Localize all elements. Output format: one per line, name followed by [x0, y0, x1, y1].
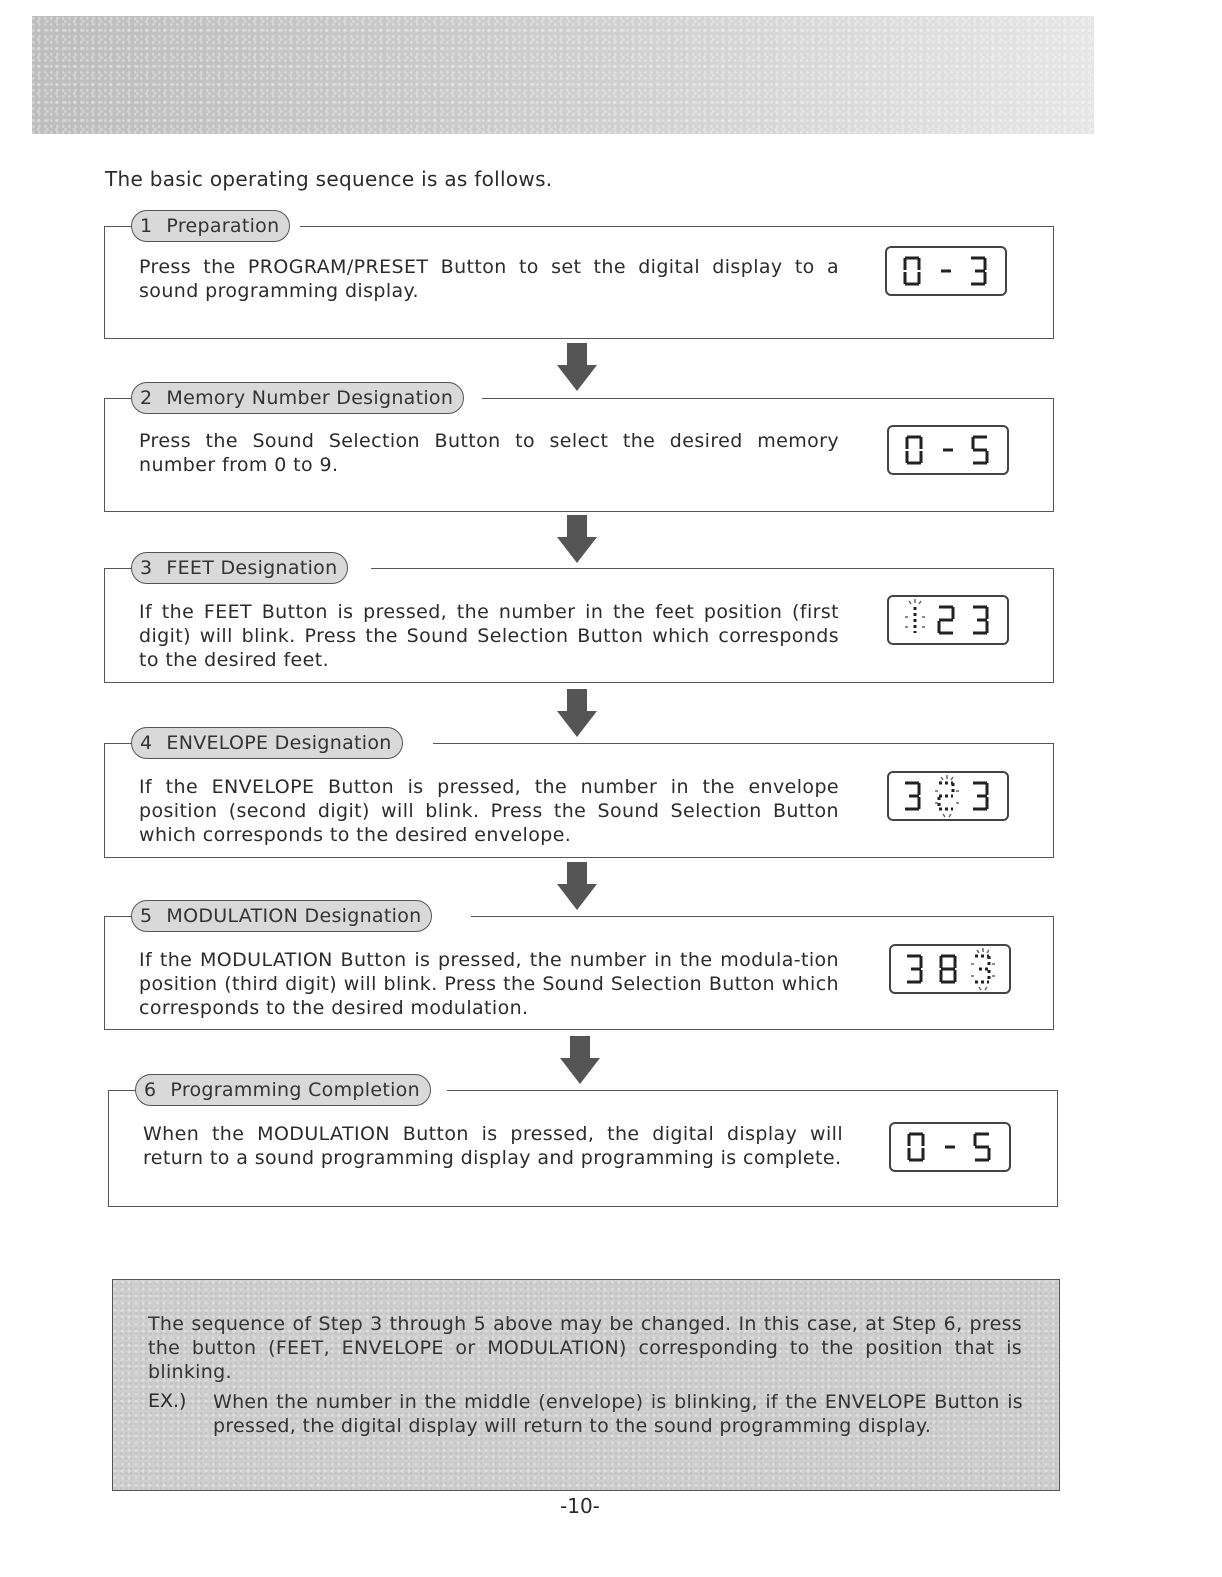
- down-arrow-icon: [557, 343, 597, 391]
- example-label: EX.): [148, 1390, 187, 1412]
- step-5: [104, 905, 1054, 1030]
- page-number: -10-: [560, 1494, 600, 1518]
- example-text: When the number in the middle (envelope) is blinking, if the ENVELOPE Button is pressed, the digital display will return to the sound programming display.: [213, 1391, 1023, 1437]
- step-4-text: If the ENVELOPE Button is pressed, the number in the envelope position (second digit) will blink. Press the Sound Selection Button which corresponds to the desired envelope.: [139, 776, 839, 846]
- step-2: [104, 387, 1054, 512]
- seven-segment-readout: [891, 1124, 1009, 1170]
- step-4: [104, 732, 1054, 858]
- step-3-display: [887, 595, 1009, 645]
- step-title: MODULATION Designation: [166, 905, 422, 927]
- down-arrow-icon: [560, 1036, 600, 1084]
- down-arrow-icon: [557, 515, 597, 563]
- step-1: [104, 215, 1054, 339]
- step-1-label: [131, 210, 290, 242]
- step-title: Memory Number Designation: [166, 387, 454, 409]
- step-3: [104, 557, 1054, 683]
- step-number: 6: [144, 1079, 157, 1101]
- step-number: 3: [140, 557, 153, 579]
- header-band: [32, 16, 1094, 134]
- step-1-text: Press the PROGRAM/PRESET Button to set the digital display to a sound programming display.: [139, 256, 839, 302]
- note-text: The sequence of Step 3 through 5 above may be changed. In this case, at Step 6, press the button (FEET, ENVELOPE or MODULATION) corresponding to the position that is blinking.: [148, 1313, 1022, 1383]
- step-4-display: [887, 771, 1009, 821]
- step-2-text: Press the Sound Selection Button to select the desired memory number from 0 to 9.: [139, 430, 839, 476]
- seven-segment-readout: [889, 773, 1007, 819]
- step-6-display: [889, 1122, 1011, 1172]
- note-box: [112, 1279, 1060, 1491]
- step-6-text: When the MODULATION Button is pressed, the digital display will return to a sound programming display and programming is complete.: [143, 1123, 843, 1169]
- seven-segment-readout: [891, 946, 1009, 992]
- seven-segment-readout: [889, 427, 1007, 473]
- down-arrow-icon: [557, 689, 597, 737]
- step-number: 5: [140, 905, 153, 927]
- step-number: 2: [140, 387, 153, 409]
- seven-segment-readout: [887, 248, 1005, 294]
- step-title: Preparation: [166, 215, 280, 237]
- step-3-text: If the FEET Button is pressed, the number in the feet position (first digit) will blink. Press the Sound Selection Button which corresponds to the desired feet.: [139, 601, 839, 671]
- step-number: 1: [140, 215, 153, 237]
- step-title: FEET Designation: [166, 557, 338, 579]
- step-title: ENVELOPE Designation: [166, 732, 392, 754]
- step-5-label: [131, 900, 432, 932]
- step-2-display: [887, 425, 1009, 475]
- step-1-display: [885, 246, 1007, 296]
- seven-segment-readout: [889, 597, 1007, 643]
- intro-text: The basic operating sequence is as follows.: [105, 167, 553, 191]
- step-number: 4: [140, 732, 153, 754]
- step-title: Programming Completion: [170, 1079, 420, 1101]
- step-5-text: If the MODULATION Button is pressed, the number in the modula-tion position (third digit) will blink. Press the Sound Selection Button which corresponds to the desired modulation.: [139, 949, 839, 1019]
- step-6-label: [135, 1074, 431, 1106]
- step-6: [108, 1079, 1058, 1207]
- step-4-label: [131, 727, 403, 759]
- down-arrow-icon: [557, 862, 597, 910]
- step-3-label: [131, 552, 348, 584]
- step-2-label: [131, 382, 464, 414]
- step-5-display: [889, 944, 1011, 994]
